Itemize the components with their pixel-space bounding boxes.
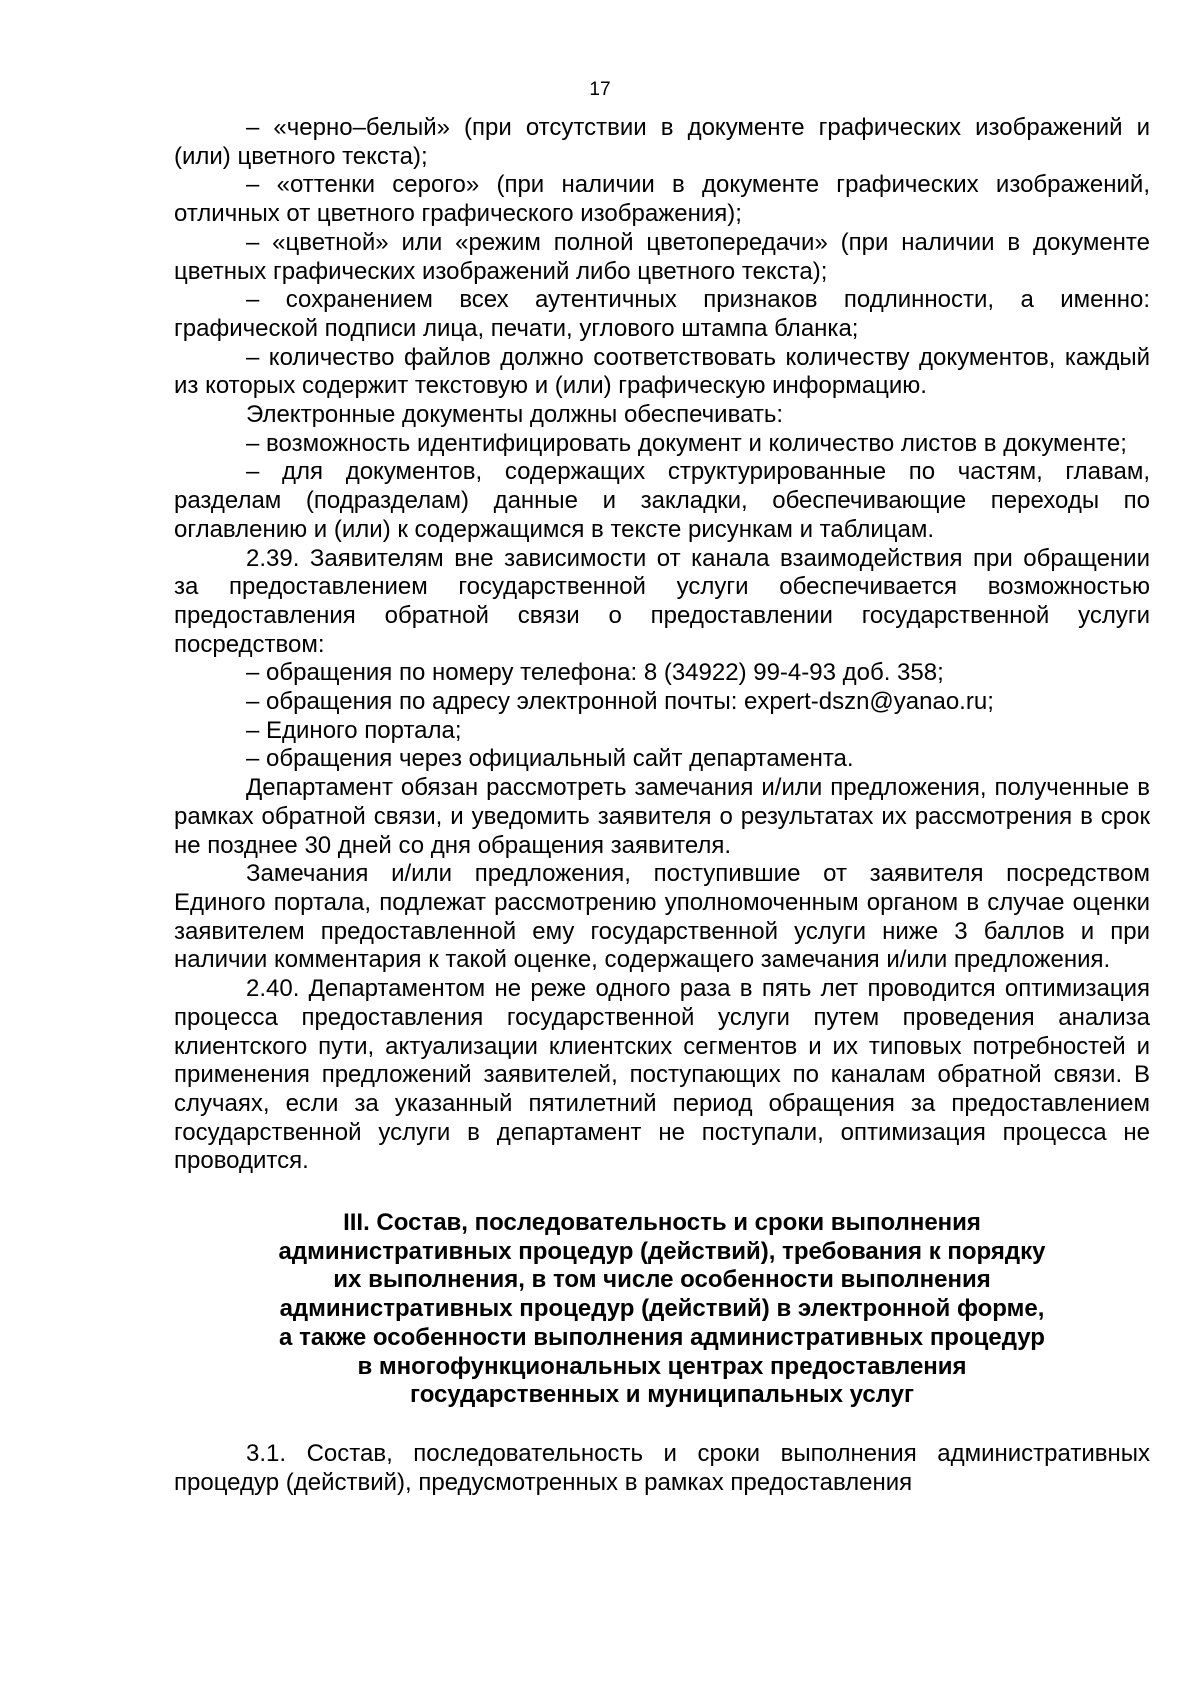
paragraph-2-39: 2.39. Заявителям вне зависимости от канала взаимодействия при обращении за предоставлением государственной услуги обеспечивается возможностью предоставления обратной связи о предоставлении государственной услуги посредством: (174, 544, 1150, 658)
paragraph-remarks: Замечания и/или предложения, поступившие от заявителя посредством Единого портала, подлежат рассмотрению уполномоченным органом в случае оценки заявителем предоставленной ему государственной услуги ниже 3 баллов и при наличии комментария к такой оценке, содержащего замечания и/или предложения. (174, 860, 1150, 974)
list-item-color: – «цветной» или «режим полной цветопередачи» (при наличии в документе цветных графических изображений либо цветного текста); (174, 228, 1150, 285)
paragraph-2-40: 2.40. Департаментом не реже одного раза в пять лет проводится оптимизация процесса предоставления государственной услуги путем проведения анализа клиентского пути, актуализации клиентских сегментов и их типовых потребностей и применения предложений заявителей, поступающих по каналам обратной связи. В случаях, если за указанный пятилетний период обращения за предоставлением государственной услуги в департамент не поступали, оптимизация процесса не проводится. (174, 975, 1150, 1175)
list-item-identify: – возможность идентифицировать документ и количество листов в документе; (246, 429, 1127, 457)
list-item-website: – обращения через официальный сайт департамента. (246, 745, 854, 773)
paragraph-electronic-docs: Электронные документы должны обеспечивать: (246, 401, 784, 429)
heading-line: в многофункциональных центрах предоставления (357, 1352, 967, 1380)
list-item-email: – обращения по адресу электронной почты: expert-dszn@yanao.ru; (246, 688, 994, 716)
heading-line: а также особенности выполнения административных процедур (279, 1323, 1045, 1351)
heading-line: административных процедур (действий), требования к порядку (278, 1237, 1046, 1265)
list-item-structured: – для документов, содержащих структурированные по частям, главам, разделам (подразделам) данные и закладки, обеспечивающие переходы по оглавлению и (или) к содержащимся в тексте рисункам и таблицам. (174, 458, 1150, 543)
paragraph-department-obliged: Департамент обязан рассмотреть замечания и/или предложения, полученные в рамках обратной связи, и уведомить заявителя о результатах их рассмотрения в срок не позднее 30 дней со дня обращения заявителя. (174, 774, 1150, 859)
list-item-black-white: – «черно–белый» (при отсутствии в документе графических изображений и (или) цветного текста); (174, 114, 1150, 170)
heading-line: III. Состав, последовательность и сроки выполнения (343, 1209, 981, 1237)
page-number: 17 (589, 79, 611, 100)
heading-line: их выполнения, в том числе особенности выполнения (333, 1266, 991, 1294)
section-heading (174, 1209, 1150, 1410)
list-item-grayscale: – «оттенки серого» (при наличии в документе графических изображений, отличных от цветного графического изображения); (174, 171, 1150, 228)
list-item-phone: – обращения по номеру телефона: 8 (34922) 99-4-93 доб. 358; (246, 659, 944, 687)
list-item-authenticity: – сохранением всех аутентичных признаков подлинности, а именно: графической подписи лица, печати, углового штампа бланка; (174, 286, 1150, 342)
list-item-file-count: – количество файлов должно соответствовать количеству документов, каждый из которых содержит текстовую и (или) графическую информацию. (174, 343, 1150, 400)
heading-line: административных процедур (действий) в электронной форме, (279, 1295, 1045, 1323)
paragraph-3-1: 3.1. Состав, последовательность и сроки выполнения административных процедур (действий), предусмотренных в рамках предоставления (174, 1439, 1150, 1496)
document-body (174, 114, 1150, 1497)
heading-line: государственных и муниципальных услуг (410, 1381, 914, 1409)
list-item-portal: – Единого портала; (246, 716, 462, 744)
